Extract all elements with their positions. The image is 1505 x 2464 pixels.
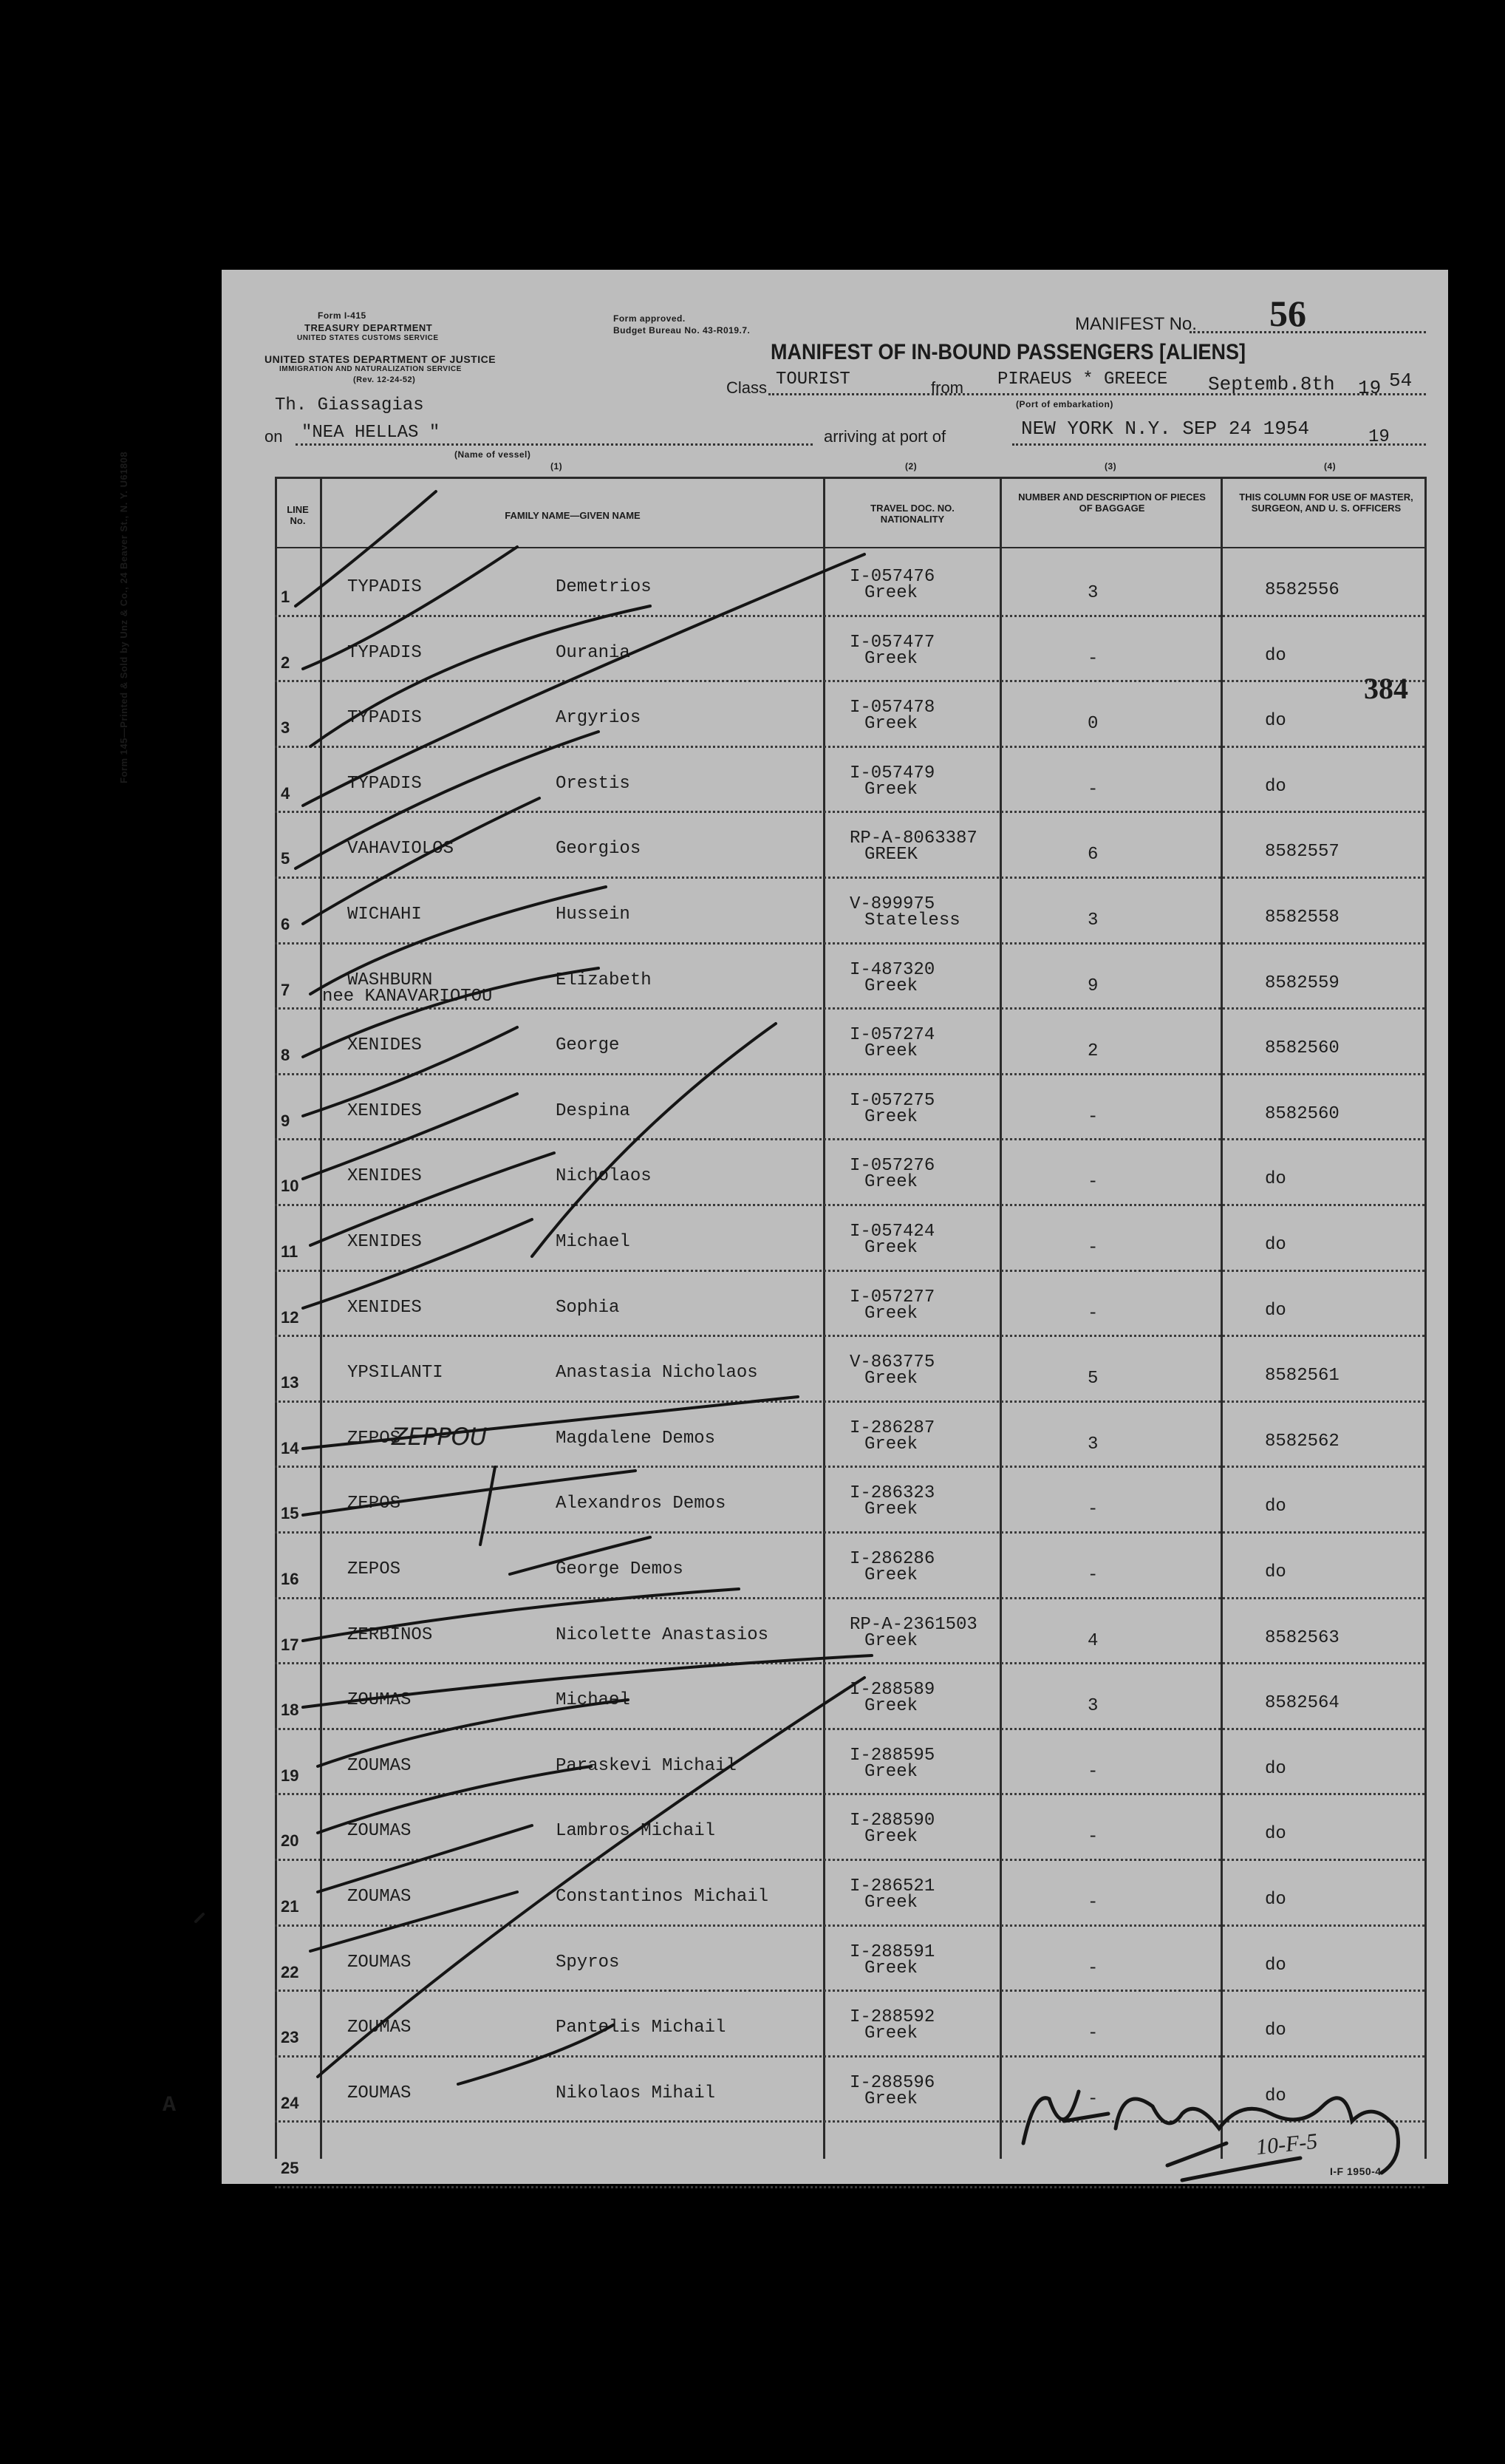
- given-name: Magdalene Demos: [556, 1428, 716, 1449]
- family-name: ZERBINOS: [347, 1624, 433, 1645]
- check-mark: [303, 1471, 635, 1515]
- col-header-baggage: NUMBER AND DESCRIPTION OF PIECES OF BAGGAGE: [1018, 491, 1206, 514]
- check-mark: [303, 1655, 872, 1707]
- officer-note: 8582559: [1265, 973, 1340, 993]
- line-number: 10: [281, 1177, 299, 1196]
- travel-doc-no: I-057277: [850, 1287, 935, 1307]
- given-name: Alexandros Demos: [556, 1494, 726, 1514]
- col-header-line: LINE No.: [287, 504, 309, 526]
- line-number: 23: [281, 2028, 299, 2047]
- line-number: 21: [281, 1897, 299, 1916]
- family-name: XENIDES: [347, 1100, 422, 1121]
- travel-doc-no: I-288592: [850, 2007, 935, 2028]
- family-name: XENIDES: [347, 1297, 422, 1318]
- baggage-count: -: [1088, 1500, 1099, 1520]
- arrival-port: NEW YORK N.Y. SEP 24 1954: [1021, 418, 1310, 440]
- given-name: Paraskevi Michail: [556, 1755, 737, 1776]
- baggage-count: -: [1088, 2024, 1099, 2044]
- given-name: Lambros Michail: [556, 1821, 716, 1842]
- officer-note: 8582562: [1265, 1431, 1340, 1451]
- family-name: ZOUMAS: [347, 1755, 412, 1776]
- baggage-count: 9: [1088, 976, 1099, 996]
- family-name: TYPADIS: [347, 708, 422, 729]
- travel-doc-no: I-057476: [850, 567, 935, 587]
- travel-doc-no: I-288590: [850, 1811, 935, 1831]
- check-mark: [296, 491, 436, 606]
- officer-note: do: [1265, 1235, 1286, 1255]
- baggage-count: -: [1088, 648, 1099, 669]
- travel-doc-no: I-057424: [850, 1222, 935, 1242]
- on-label: on: [265, 427, 283, 446]
- bottom-left-mark: A: [163, 2093, 177, 2118]
- check-mark: [303, 1397, 798, 1449]
- nationality: Greek: [864, 1238, 918, 1258]
- baggage-count: 3: [1088, 1434, 1099, 1454]
- col-num-2: (2): [905, 461, 918, 472]
- check-mark: [318, 1700, 628, 1766]
- nationality: Greek: [864, 1696, 918, 1717]
- nationality: Stateless: [864, 911, 960, 930]
- check-mark: [296, 732, 598, 868]
- travel-doc-no: I-286286: [850, 1549, 935, 1569]
- travel-doc-no: I-057276: [850, 1156, 935, 1177]
- given-name: Spyros: [556, 1952, 620, 1973]
- check-mark: [303, 1589, 739, 1641]
- handwritten-name: ZEPPOU: [392, 1422, 488, 1451]
- family-name: ZOUMAS: [347, 1821, 412, 1842]
- travel-doc-no: RP-A-8063387: [850, 828, 977, 849]
- family-name: ZOUMAS: [347, 1887, 412, 1907]
- nationality: Greek: [864, 1303, 918, 1324]
- col-header-doc: TRAVEL DOC. NO. NATIONALITY: [870, 503, 955, 525]
- nationality: Greek: [864, 1630, 918, 1651]
- given-name: Constantinos Michail: [556, 1887, 769, 1907]
- officer-note: 8582558: [1265, 908, 1340, 928]
- manifest-no-label: MANIFEST No.: [1075, 314, 1197, 334]
- check-mark: [318, 1766, 591, 1833]
- family-name: TYPADIS: [347, 577, 422, 597]
- family-name: TYPADIS: [347, 642, 422, 663]
- baggage-count: -: [1088, 1761, 1099, 1782]
- travel-doc-no: I-286287: [850, 1418, 935, 1438]
- given-name: Anastasia Nicholaos: [556, 1363, 758, 1384]
- col-header-officers: THIS COLUMN FOR USE OF MASTER, SURGEON, AND U. S. OFFICERS: [1239, 491, 1413, 514]
- year-suffix: 54: [1389, 370, 1413, 392]
- given-name: Demetrios: [556, 577, 652, 597]
- line-number: 4: [281, 783, 290, 803]
- baggage-count: 6: [1088, 845, 1099, 865]
- given-name: Nikolaos Mihail: [556, 2083, 716, 2103]
- travel-doc-no: I-288595: [850, 1745, 935, 1766]
- check-mark: [303, 547, 517, 669]
- baggage-count: -: [1088, 1565, 1099, 1585]
- check-mark: [196, 1914, 203, 1922]
- baggage-count: -: [1088, 1303, 1099, 1324]
- from-value: PIRAEUS * GREECE: [997, 370, 1168, 389]
- travel-doc-no: I-286521: [850, 1876, 935, 1896]
- check-mark: [510, 1537, 650, 1574]
- baggage-count: -: [1088, 1827, 1099, 1848]
- given-name: Pantelis Michail: [556, 2018, 726, 2038]
- line-number: 20: [281, 1831, 299, 1851]
- travel-doc-no: I-057275: [850, 1090, 935, 1111]
- check-mark: [310, 606, 650, 746]
- nationality: Greek: [864, 1041, 918, 1062]
- officer-note: do: [1265, 776, 1286, 797]
- line-number: 1: [281, 588, 290, 606]
- given-name: Nicholaos: [556, 1166, 652, 1187]
- officer-note: 8582564: [1265, 1693, 1340, 1714]
- year-prefix: 19: [1358, 377, 1382, 399]
- treasury-dept: TREASURY DEPARTMENT: [304, 322, 433, 333]
- nationality: Greek: [864, 1565, 918, 1585]
- line-number: 8: [281, 1046, 290, 1065]
- given-name: Ourania: [556, 642, 630, 663]
- travel-doc-no: I-057479: [850, 763, 935, 783]
- nationality: Greek: [864, 1761, 918, 1782]
- line-number: 9: [281, 1111, 290, 1130]
- given-name: George Demos: [556, 1559, 683, 1579]
- family-name: WASHBURN: [347, 970, 433, 990]
- check-mark: [458, 2025, 613, 2084]
- baggage-count: -: [1088, 1172, 1099, 1193]
- check-mark: [310, 1153, 554, 1245]
- baggage-count: 3: [1088, 1696, 1099, 1717]
- officer-note: do: [1265, 1300, 1286, 1321]
- family-name: TYPADIS: [347, 773, 422, 794]
- manifest-title: MANIFEST OF IN-BOUND PASSENGERS [ALIENS]: [771, 340, 1246, 364]
- family-name-2: nee KANAVARIOTOU: [322, 986, 493, 1007]
- line-number: 13: [281, 1373, 299, 1392]
- baggage-count: -: [1088, 2089, 1099, 2109]
- check-mark: [480, 1467, 495, 1545]
- from-label: from: [931, 378, 963, 397]
- line-number: 6: [281, 915, 290, 933]
- check-mark: [532, 1024, 776, 1256]
- officer-note: do: [1265, 1955, 1286, 1975]
- form-revision: (Rev. 12-24-52): [353, 375, 416, 384]
- vessel-label: (Name of vessel): [454, 449, 531, 460]
- given-name: Sophia: [556, 1297, 620, 1318]
- family-name: ZOUMAS: [347, 1952, 412, 1973]
- given-name: Michael: [556, 1232, 630, 1252]
- officer-note: 8582557: [1265, 842, 1340, 862]
- officer-note: do: [1265, 2086, 1286, 2106]
- line-number: 12: [281, 1307, 299, 1327]
- given-name: Nicolette Anastasios: [556, 1624, 769, 1645]
- baggage-count: 5: [1088, 1369, 1099, 1389]
- family-name: ZEPOS: [347, 1494, 401, 1514]
- officer-note: do: [1265, 645, 1286, 666]
- officer-note: do: [1265, 1562, 1286, 1582]
- customs-service: UNITED STATES CUSTOMS SERVICE: [297, 334, 439, 342]
- check-mark: [303, 554, 864, 806]
- family-name: VAHAVIOLOS: [347, 839, 454, 860]
- justice-dept: UNITED STATES DEPARTMENT OF JUSTICE: [265, 353, 496, 365]
- line-number: 17: [281, 1635, 299, 1654]
- nationality: Greek: [864, 1434, 918, 1454]
- port-embark-label: (Port of embarkation): [1016, 399, 1113, 409]
- travel-doc-no: RP-A-2361503: [850, 1614, 977, 1635]
- nationality: GREEK: [864, 845, 918, 865]
- printer-imprint: Form 145—Printed & Sold by Unz & Co., 24 Beaver St., N. Y. U61808: [118, 451, 129, 783]
- line-number: 16: [281, 1570, 299, 1588]
- line-number: 15: [281, 1504, 299, 1523]
- travel-doc-no: I-288591: [850, 1941, 935, 1962]
- line-number: 18: [281, 1701, 299, 1720]
- signature: [1023, 2092, 1399, 2180]
- family-name: YPSILANTI: [347, 1363, 443, 1384]
- line-number: 11: [281, 1242, 298, 1261]
- col-num-4: (4): [1324, 461, 1337, 472]
- baggage-count: 2: [1088, 1041, 1099, 1062]
- officer-note: do: [1265, 1169, 1286, 1190]
- officer-note: do: [1265, 1497, 1286, 1517]
- given-name: George: [556, 1035, 620, 1056]
- nationality: Greek: [864, 2089, 918, 2109]
- given-name: Despina: [556, 1100, 630, 1121]
- travel-doc-no: V-863775: [850, 1352, 935, 1373]
- baggage-count: 3: [1088, 583, 1099, 603]
- nationality: Greek: [864, 779, 918, 800]
- line-number: 22: [281, 1962, 299, 1981]
- vessel-name: "NEA HELLAS ": [301, 423, 440, 443]
- check-mark: [303, 798, 539, 924]
- nationality: Greek: [864, 1827, 918, 1848]
- given-name: Argyrios: [556, 708, 641, 729]
- arrival-year: 19: [1368, 427, 1390, 447]
- travel-doc-no: V-899975: [850, 894, 935, 914]
- officer-note: 8582563: [1265, 1627, 1340, 1648]
- nationality: Greek: [864, 1500, 918, 1520]
- line-number: 24: [281, 2093, 299, 2112]
- departure-date: Septemb.8th: [1208, 373, 1335, 395]
- nationality: Greek: [864, 1369, 918, 1389]
- check-mark: [310, 887, 606, 994]
- baggage-count: -: [1088, 779, 1099, 800]
- travel-doc-no: I-286323: [850, 1483, 935, 1504]
- ins-service: IMMIGRATION AND NATURALIZATION SERVICE: [279, 365, 462, 373]
- travel-doc-no: I-057274: [850, 1025, 935, 1046]
- given-name: Elizabeth: [556, 970, 652, 990]
- form-approved: Form approved.: [613, 313, 686, 324]
- col-header-name: FAMILY NAME—GIVEN NAME: [505, 510, 641, 521]
- nationality: Greek: [864, 2024, 918, 2044]
- baggage-count: 0: [1088, 714, 1099, 735]
- baggage-count: -: [1088, 1958, 1099, 1978]
- given-name: Georgios: [556, 839, 641, 860]
- officer-note: do: [1265, 1824, 1286, 1845]
- handwritten-note: 10-F-5: [1255, 2128, 1319, 2160]
- stamp-number: 384: [1364, 672, 1408, 705]
- col-num-3: (3): [1105, 461, 1117, 472]
- check-mark: [318, 1825, 532, 1892]
- officer-note: 8582556: [1265, 580, 1340, 600]
- travel-doc-no: I-057478: [850, 698, 935, 718]
- nationality: Greek: [864, 1106, 918, 1127]
- family-name: ZOUMAS: [347, 1690, 412, 1711]
- travel-doc-no: I-288589: [850, 1680, 935, 1701]
- family-name: WICHAHI: [347, 905, 422, 925]
- col-num-1: (1): [550, 461, 563, 472]
- check-mark: [303, 1027, 517, 1116]
- baggage-count: -: [1088, 1238, 1099, 1258]
- nationality: Greek: [864, 976, 918, 996]
- family-name: ZEPOS: [347, 1559, 401, 1579]
- nationality: Greek: [864, 1893, 918, 1913]
- given-name: Hussein: [556, 905, 630, 925]
- check-mark: [303, 1094, 517, 1179]
- travel-doc-no: I-057477: [850, 632, 935, 653]
- nationality: Greek: [864, 583, 918, 603]
- family-name: ZEPOS: [347, 1428, 401, 1449]
- officer-note: do: [1265, 1758, 1286, 1779]
- arriving-label: arriving at port of: [824, 427, 946, 446]
- officer-note: do: [1265, 711, 1286, 732]
- family-name: XENIDES: [347, 1166, 422, 1187]
- budget-bureau: Budget Bureau No. 43-R019.7.: [613, 325, 751, 336]
- line-number: 7: [281, 980, 290, 999]
- given-name: Orestis: [556, 773, 630, 794]
- class-label: Class: [726, 378, 768, 397]
- bottom-right-mark: I-F 1950-4: [1330, 2165, 1382, 2177]
- officer-note: do: [1265, 2021, 1286, 2041]
- baggage-count: -: [1088, 1106, 1099, 1127]
- officer-note: 8582560: [1265, 1103, 1340, 1124]
- line-number: 25: [281, 2159, 299, 2178]
- line-number: 3: [281, 718, 290, 738]
- baggage-count: 3: [1088, 911, 1099, 930]
- line-number: 2: [281, 653, 290, 672]
- check-mark: [318, 1678, 864, 2077]
- officer-note: do: [1265, 1890, 1286, 1910]
- nationality: Greek: [864, 1958, 918, 1978]
- nationality: Greek: [864, 1172, 918, 1193]
- family-name: XENIDES: [347, 1232, 422, 1252]
- line-number: 19: [281, 1766, 299, 1785]
- check-mark: [303, 968, 598, 1057]
- travel-doc-no: I-487320: [850, 959, 935, 980]
- family-name: ZOUMAS: [347, 2083, 412, 2103]
- given-name: Michael: [556, 1690, 630, 1711]
- family-name: XENIDES: [347, 1035, 422, 1056]
- baggage-count: -: [1088, 1893, 1099, 1913]
- nationality: Greek: [864, 714, 918, 735]
- class-value: TOURIST: [776, 370, 850, 389]
- line-number: 14: [281, 1438, 299, 1457]
- baggage-count: 4: [1088, 1630, 1099, 1651]
- form-number: Form I-415: [318, 310, 366, 321]
- nationality: Greek: [864, 648, 918, 669]
- officer-note: 8582561: [1265, 1366, 1340, 1386]
- manifest-number: 56: [1269, 293, 1306, 334]
- officer-note: 8582560: [1265, 1038, 1340, 1059]
- family-name: ZOUMAS: [347, 2018, 412, 2038]
- travel-doc-no: I-288596: [850, 2072, 935, 2093]
- master-name: Th. Giassagias: [275, 395, 424, 415]
- line-number: 5: [281, 849, 290, 868]
